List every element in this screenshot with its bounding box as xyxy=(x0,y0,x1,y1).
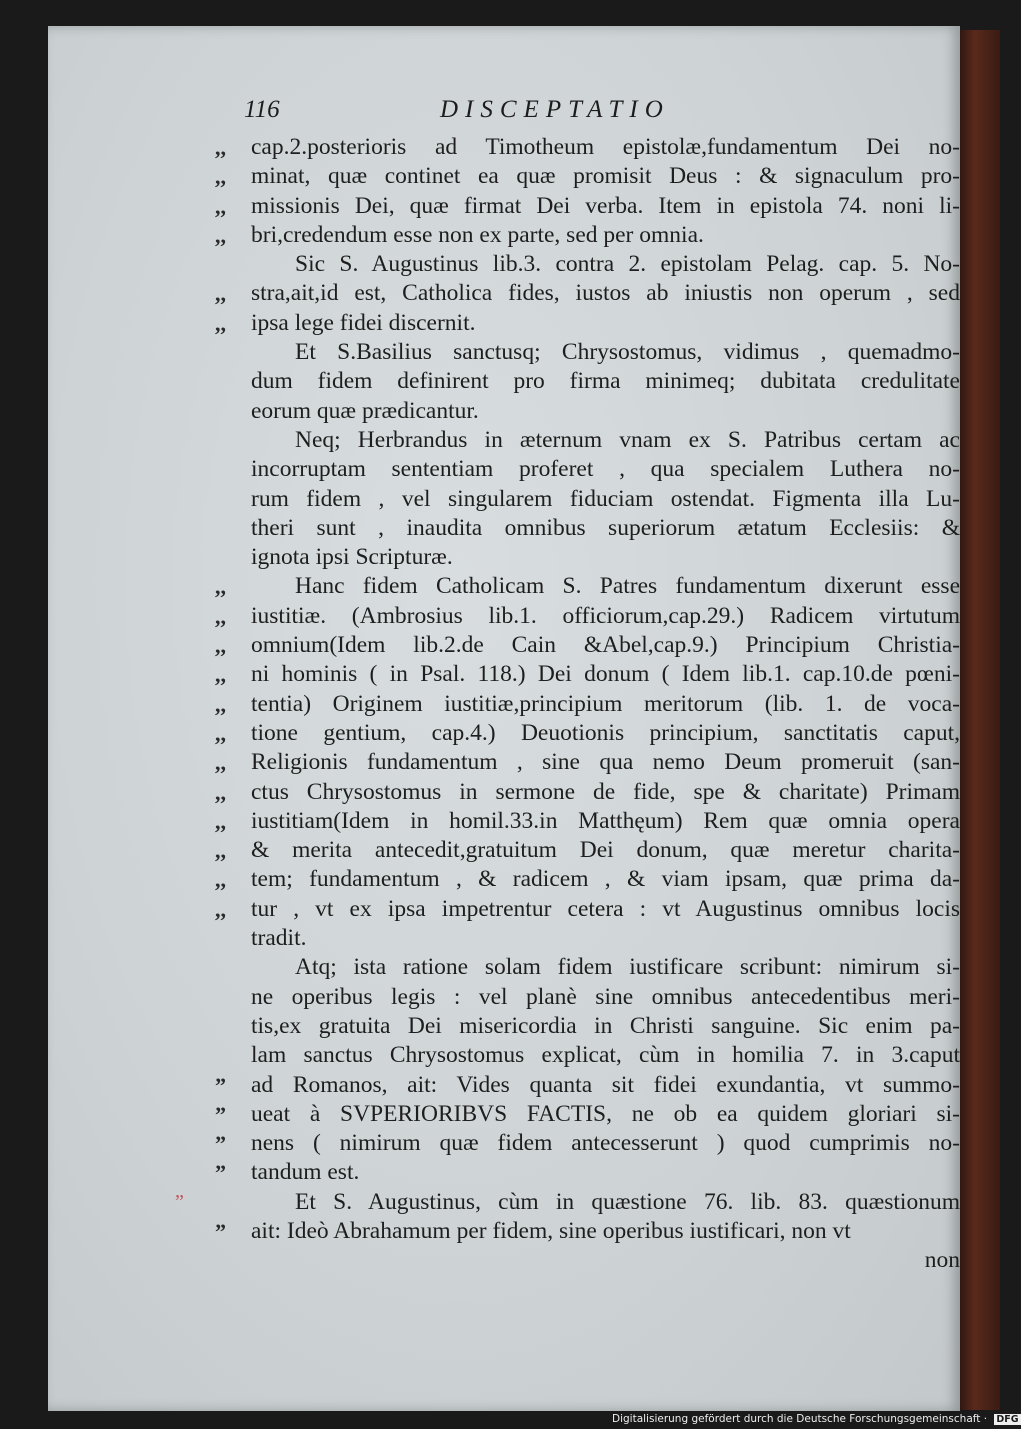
line-text: lam sanctus Chrysostomus explicat, cùm in homilia 7. in 3.caput xyxy=(251,1042,960,1069)
line-text: tradit. xyxy=(251,925,307,952)
text-line xyxy=(215,1217,960,1246)
line-text: rum fidem , vel singularem fiduciam ostendat. Figmenta illa Lu- xyxy=(251,485,960,512)
text-line xyxy=(215,895,960,924)
digitization-credit xyxy=(612,1413,1021,1425)
margin-note: ” xyxy=(175,1191,184,1213)
quotation-mark: ,, xyxy=(215,896,226,922)
text-line xyxy=(215,778,960,807)
line-text: Religionis fundamentum , sine qua nemo Deum promeruit (san- xyxy=(251,749,960,776)
page-header xyxy=(244,96,964,126)
line-text: stra,ait,id est, Catholica fides, iustos ab iniustis non operum , sed xyxy=(251,280,960,307)
text-line xyxy=(215,485,960,514)
line-text: ne operibus legis : vel planè sine omnibus antecedentibus meri- xyxy=(251,983,960,1010)
quotation-mark: ,, xyxy=(215,633,226,659)
dfg-logo: DFG xyxy=(996,1414,1019,1425)
text-line xyxy=(215,807,960,836)
text-line xyxy=(215,397,960,426)
text-line xyxy=(215,543,960,572)
quotation-mark: ,, xyxy=(215,720,226,746)
text-block xyxy=(215,133,960,1276)
line-text: theri sunt , inaudita omnibus superiorum ætatum Ecclesiis: & xyxy=(251,514,960,541)
text-line xyxy=(215,367,960,396)
text-line xyxy=(215,953,960,982)
quotation-mark: ,, xyxy=(215,867,226,893)
line-text: ad Romanos, ait: Vides quanta sit fidei exundantia, vt summo- xyxy=(251,1071,960,1098)
text-line xyxy=(215,1129,960,1158)
line-text: nens ( nimirum quæ fidem antecesserunt ) quod cumprimis no- xyxy=(251,1130,960,1157)
credit-text: Digitalisierung gefördert durch die Deutsche Forschungsgemeinschaft · xyxy=(612,1413,988,1425)
text-line xyxy=(215,192,960,221)
line-text: tis,ex gratuita Dei misericordia in Christi sanguine. Sic enim pa- xyxy=(251,1012,960,1039)
line-text: tem; fundamentum , & radicem , & viam ipsam, quæ prima da- xyxy=(251,866,960,893)
quotation-mark: ” xyxy=(215,1160,226,1186)
text-line xyxy=(215,1158,960,1187)
text-line xyxy=(215,660,960,689)
line-text: tentia) Originem iustitiæ,principium meritorum (lib. 1. de voca- xyxy=(251,690,960,717)
text-line xyxy=(215,748,960,777)
line-text: tandum est. xyxy=(251,1159,360,1186)
text-line xyxy=(215,1188,960,1217)
text-line xyxy=(215,426,960,455)
text-line xyxy=(215,572,960,601)
line-text: & merita antecedit,gratuitum Dei donum, quæ meretur charita- xyxy=(251,837,960,864)
text-line xyxy=(215,133,960,162)
line-text: ait: Ideò Abrahamum per fidem, sine operibus iustificari, non vt xyxy=(251,1217,851,1244)
text-line xyxy=(215,865,960,894)
quotation-mark: ” xyxy=(215,1131,226,1157)
text-line xyxy=(215,602,960,631)
line-text: missionis Dei, quæ firmat Dei verba. Item in epistola 74. noni li- xyxy=(251,192,960,219)
line-text: Atq; ista ratione solam fidem iustificare scribunt: nimirum si- xyxy=(295,954,960,981)
line-text: Et S.Basilius sanctusq; Chrysostomus, vidimus , quemadmo- xyxy=(295,339,960,366)
text-line xyxy=(215,221,960,250)
quotation-mark: ,, xyxy=(215,164,226,190)
quotation-mark: ,, xyxy=(215,662,226,688)
quotation-mark: ,, xyxy=(215,574,226,600)
text-line xyxy=(215,309,960,338)
quotation-mark: ,, xyxy=(215,750,226,776)
line-text: ignota ipsi Scripturæ. xyxy=(251,544,453,571)
quotation-mark: ,, xyxy=(215,310,226,336)
text-line xyxy=(215,983,960,1012)
quotation-mark: ,, xyxy=(215,838,226,864)
line-text: bri,credendum esse non ex parte, sed per omnia. xyxy=(251,221,704,248)
line-text: incorruptam sententiam proferet , qua specialem Luthera no- xyxy=(251,456,960,483)
line-text: Neq; Herbrandus in æternum vnam ex S. Patribus certam ac xyxy=(295,426,960,453)
text-line xyxy=(215,924,960,953)
quotation-mark: ,, xyxy=(215,281,226,307)
line-text: cap.2.posterioris ad Timotheum epistolæ,fundamentum Dei no- xyxy=(251,134,960,160)
line-text: omnium(Idem lib.2.de Cain &Abel,cap.9.) Principium Christia- xyxy=(251,632,960,659)
text-line xyxy=(215,338,960,367)
text-line xyxy=(215,1071,960,1100)
text-line xyxy=(215,250,960,279)
text-line xyxy=(215,514,960,543)
quotation-mark: ” xyxy=(215,1218,226,1244)
line-text: ctus Chrysostomus in sermone de fide, spe & charitate) Primam xyxy=(251,778,960,805)
line-text: iustitiam(Idem in homil.33.in Matthęum) Rem quæ omnia opera xyxy=(251,807,960,834)
quotation-mark: ,, xyxy=(215,193,226,219)
text-line xyxy=(215,690,960,719)
quotation-mark: ,, xyxy=(215,779,226,805)
text-line xyxy=(215,836,960,865)
line-text: Hanc fidem Catholicam S. Patres fundamentum dixerunt esse xyxy=(295,573,960,600)
quotation-mark: ,, xyxy=(215,691,226,717)
line-text: tione gentium, cap.4.) Deuotionis principium, sanctitatis caput, xyxy=(251,719,960,746)
quotation-mark: ,, xyxy=(215,222,226,248)
book-edge xyxy=(958,30,1000,1410)
line-text: minat, quæ continet ea quæ promisit Deus : & signaculum pro- xyxy=(251,163,960,190)
line-text: ueat à SVPERIORIBVS FACTIS, ne ob ea quidem gloriari si- xyxy=(251,1100,960,1127)
line-text: eorum quæ prædicantur. xyxy=(251,397,479,424)
text-line xyxy=(215,1246,960,1275)
line-text: iustitiæ. (Ambrosius lib.1. officiorum,cap.29.) Radicem virtutum xyxy=(251,602,960,629)
running-head: DISCEPTATIO xyxy=(440,96,670,123)
text-line xyxy=(215,719,960,748)
line-text: ni hominis ( in Psal. 118.) Dei donum ( Idem lib.1. cap.10.de pœni- xyxy=(251,661,960,688)
page-number: 116 xyxy=(244,96,280,123)
quotation-mark: ” xyxy=(215,1072,226,1098)
text-line xyxy=(215,279,960,308)
text-line xyxy=(215,1041,960,1070)
text-line xyxy=(215,455,960,484)
line-text: non xyxy=(924,1247,960,1274)
text-line xyxy=(215,1100,960,1129)
line-text: ipsa lege fidei discernit. xyxy=(251,309,476,336)
line-text: Et S. Augustinus, cùm in quæstione 76. lib. 83. quæstionum xyxy=(295,1188,960,1215)
text-line xyxy=(215,162,960,191)
line-text: dum fidem definirent pro firma minimeq; dubitata credulitate xyxy=(251,368,960,395)
text-line xyxy=(215,1012,960,1041)
line-text: Sic S. Augustinus lib.3. contra 2. epistolam Pelag. cap. 5. No- xyxy=(295,251,960,278)
text-line xyxy=(215,631,960,660)
line-text: tur , vt ex ipsa impetrentur cetera : vt Augustinus omnibus locis xyxy=(251,895,960,922)
quotation-mark: ,, xyxy=(215,603,226,629)
quotation-mark: ,, xyxy=(215,135,226,160)
quotation-mark: ” xyxy=(215,1101,226,1127)
quotation-mark: ,, xyxy=(215,808,226,834)
